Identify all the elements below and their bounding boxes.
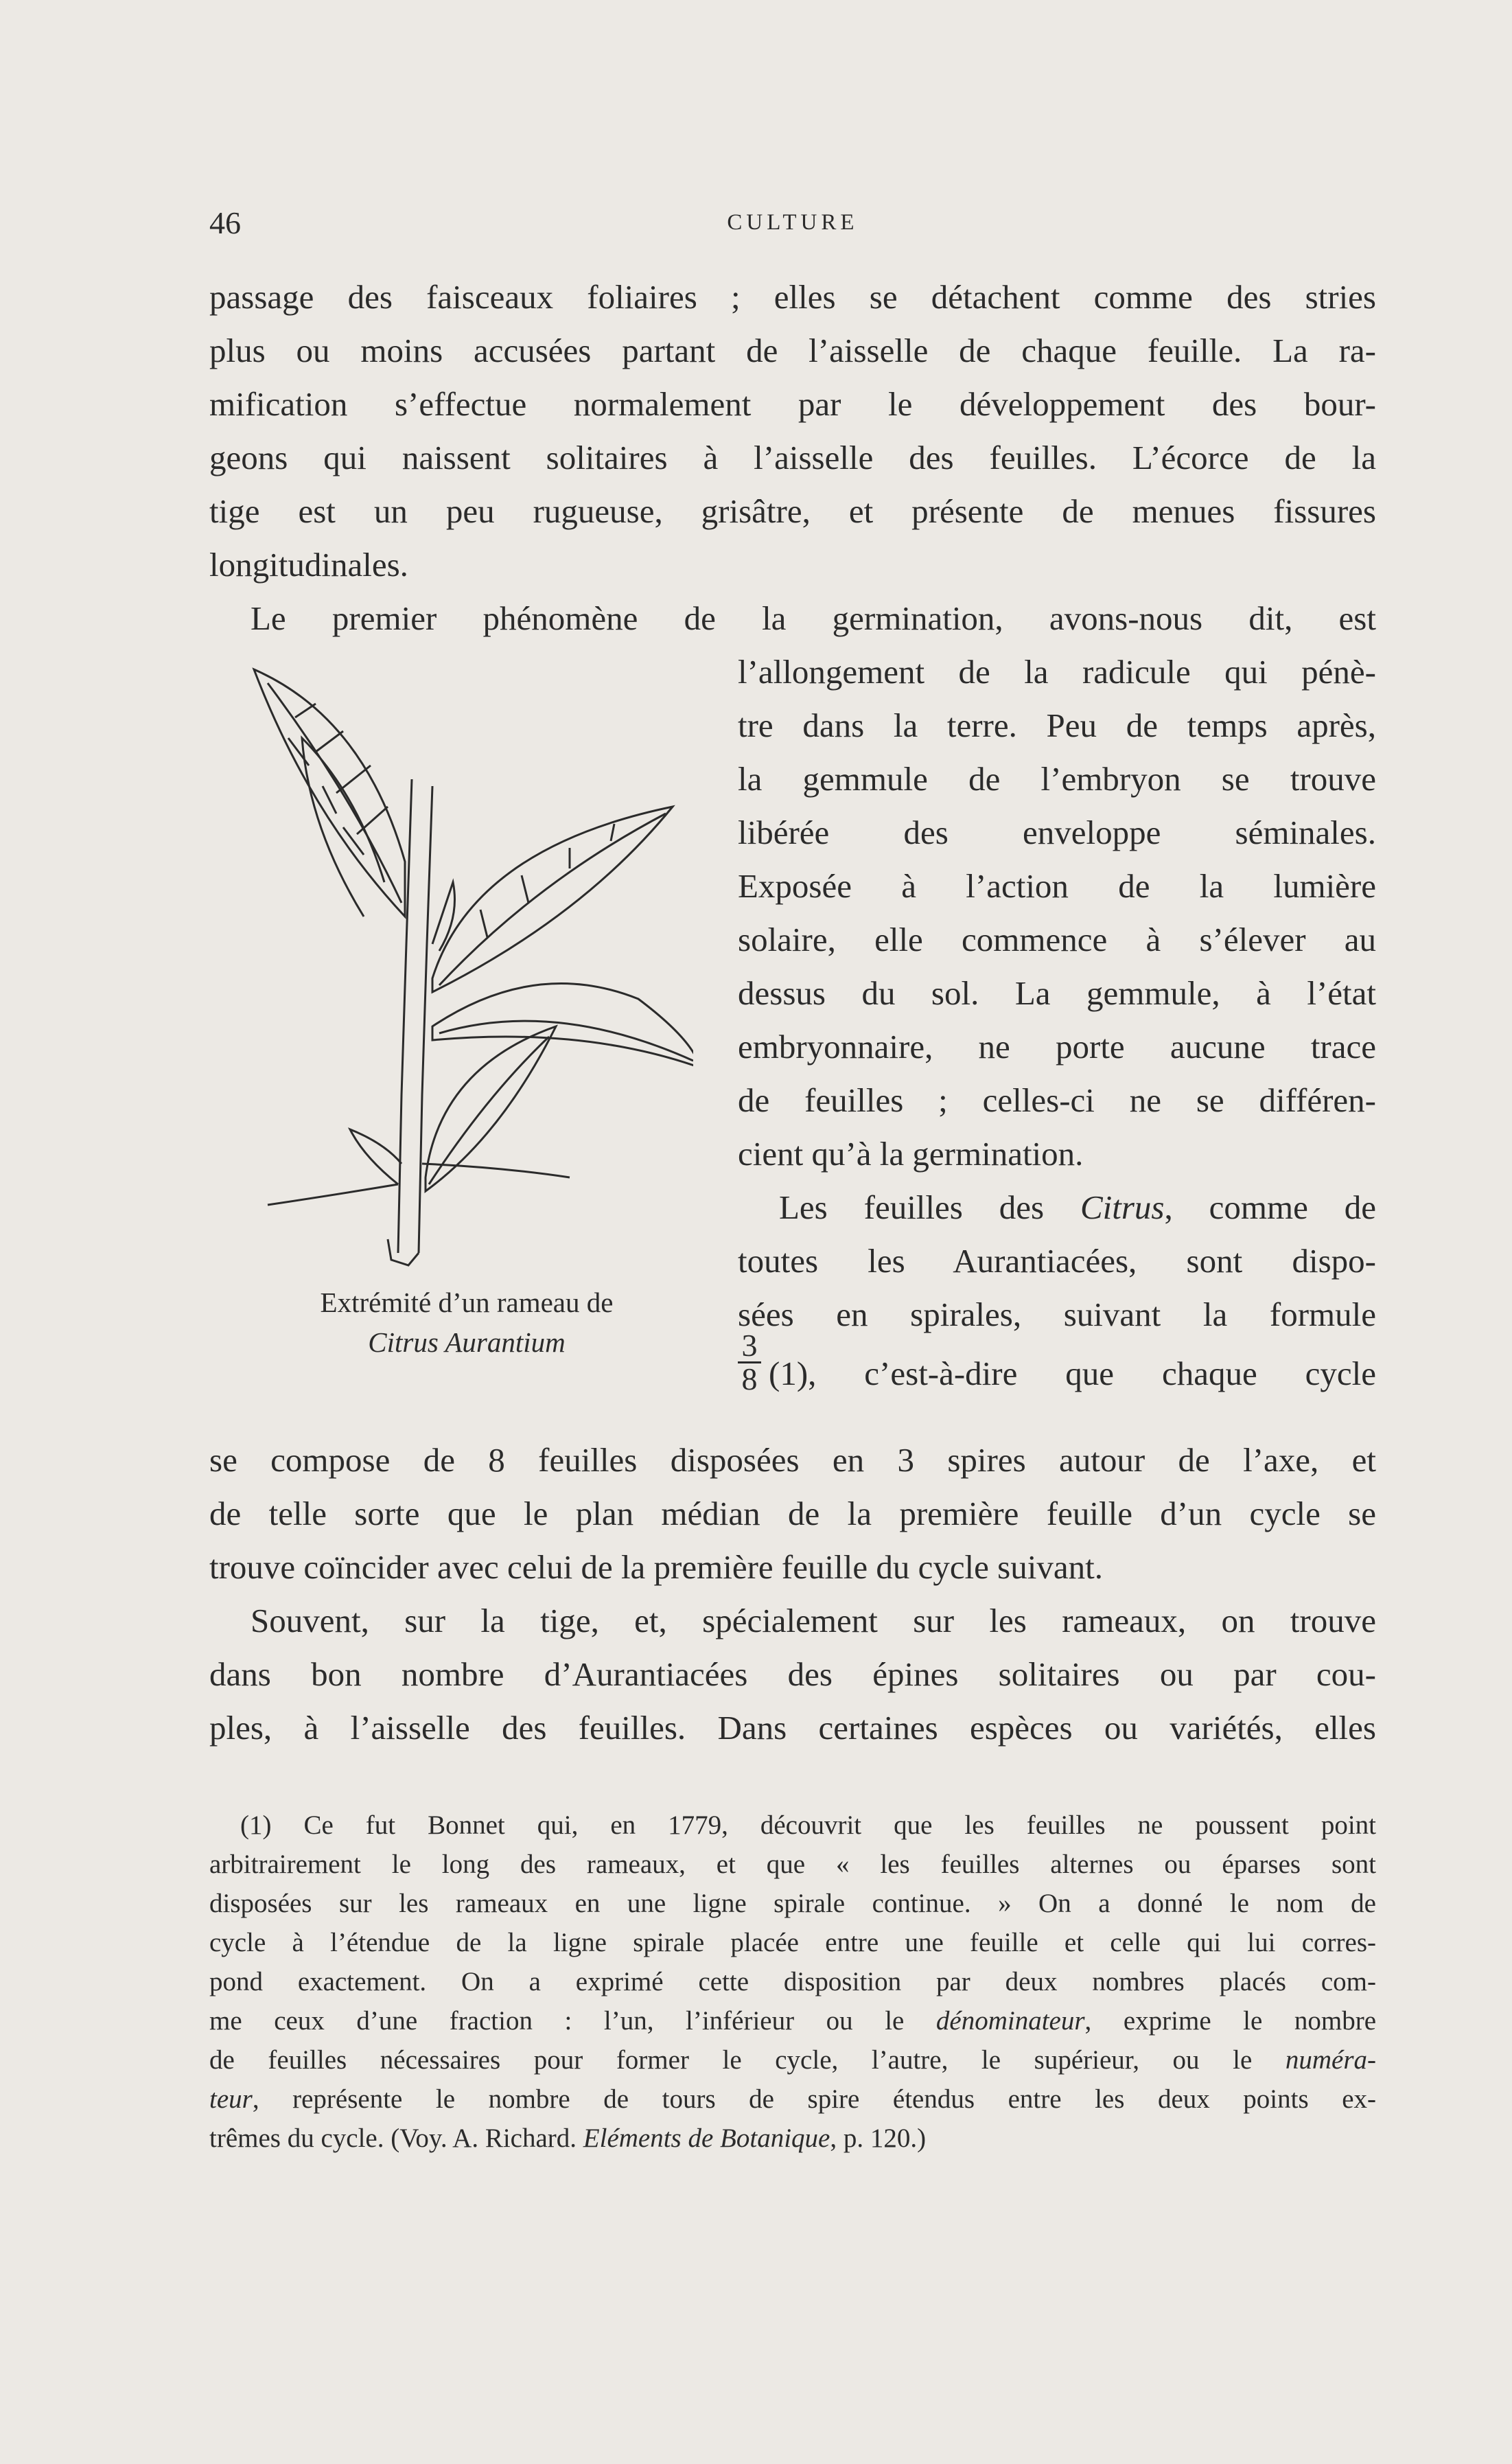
text-line: trouve coïncider avec celui de la première feuille du cycle suivant. xyxy=(209,1548,1103,1586)
caption-species: Citrus Aurantium xyxy=(368,1326,566,1358)
stem-base xyxy=(388,1239,419,1265)
text-line: solaire, elle commence à s’élever au xyxy=(738,921,1376,958)
footnote-line: de feuilles nécessaires pour former le cycle, l’autre, le supérieur, ou le numéra- xyxy=(209,2045,1376,2075)
page-header xyxy=(209,205,1376,246)
text-line: l’allongement de la radicule qui pénè- xyxy=(738,653,1376,691)
text-line: passage des faisceaux foliaires ; elles se détachent comme des stries xyxy=(209,278,1376,316)
text-line: dans bon nombre d’Aurantiacées des épines solitaires ou par cou- xyxy=(209,1655,1376,1693)
text-line: geons qui naissent solitaires à l’aisselle des feuilles. L’écorce de la xyxy=(209,439,1376,476)
running-head: CULTURE xyxy=(727,210,859,235)
footnote-line: arbitrairement le long des rameaux, et que « les feuilles alternes ou éparses sont xyxy=(209,1850,1376,1879)
text-line: libérée des enveloppe séminales. xyxy=(738,814,1376,851)
text-line: se compose de 8 feuilles disposées en 3 spires autour de l’axe, et xyxy=(209,1441,1376,1479)
text-line: de feuilles ; celles-ci ne se différen- xyxy=(738,1081,1376,1119)
footnote-line: me ceux d’une fraction : l’un, l’inférieur ou le dénominateur, exprime le nombre xyxy=(209,2006,1376,2036)
footnote-line: teur, représente le nombre de tours de spire étendus entre les deux points ex- xyxy=(209,2084,1376,2114)
fraction-denominator: 8 xyxy=(741,1361,758,1396)
page-number: 46 xyxy=(209,205,241,240)
fraction-numerator: 3 xyxy=(741,1328,758,1363)
footnote-line: pond exactement. On a exprimé cette disposition par deux nombres placés com- xyxy=(209,1967,1376,1996)
paragraph-top xyxy=(209,270,1376,645)
text-line: ples, à l’aisselle des feuilles. Dans certaines espèces ou variétés, elles xyxy=(209,1709,1376,1747)
text-line: sées en spirales, suivant la formule xyxy=(738,1296,1376,1333)
caption-line: Extrémité d’un rameau de xyxy=(320,1287,614,1318)
footnote-line: (1) Ce fut Bonnet qui, en 1779, découvrit que les feuilles ne poussent point xyxy=(240,1810,1376,1840)
column-text xyxy=(738,645,1376,1342)
text-line: embryonnaire, ne porte aucune trace xyxy=(738,1028,1376,1066)
text-line: longitudinales. xyxy=(209,546,408,584)
leaf-lower xyxy=(426,1026,556,1191)
footnote-line: cycle à l’étendue de la ligne spirale placée entre une feuille et celle qui lui corres- xyxy=(209,1928,1376,1957)
text-line: dessus du sol. La gemmule, à l’état xyxy=(738,974,1376,1012)
figure-caption xyxy=(254,1282,679,1362)
footnote xyxy=(209,1806,1376,2158)
leaf-vein xyxy=(439,814,666,985)
text-line: tre dans la terre. Peu de temps après, xyxy=(738,706,1376,744)
bud xyxy=(432,882,455,951)
genus-name: Citrus xyxy=(1080,1188,1165,1226)
text-line: Le premier phénomène de la germination, avons-nous dit, est xyxy=(251,599,1376,637)
text-line: Souvent, sur la tige, et, spécialement sur les rameaux, on trouve xyxy=(251,1602,1376,1639)
text-line: plus ou moins accusées partant de l’aisselle de chaque feuille. La ra- xyxy=(209,332,1376,369)
leaf-small xyxy=(350,1129,402,1184)
text-line: Exposée à l’action de la lumière xyxy=(738,867,1376,905)
text-line: mification s’effectue normalement par le développement des bour- xyxy=(209,385,1376,423)
text-line: Les feuilles des Citrus, comme de xyxy=(779,1188,1376,1226)
paragraph-after xyxy=(209,1434,1376,1755)
leaf-upper-right xyxy=(432,807,673,992)
text-line: de telle sorte que le plan médian de la première feuille d’un cycle se xyxy=(209,1495,1376,1532)
text-line: la gemmule de l’embryon se trouve xyxy=(738,760,1376,798)
text-line: cient qu’à la germination. xyxy=(738,1135,1084,1173)
citrus-branch-illustration xyxy=(226,656,693,1274)
fraction-line: (1), c’est-à-dire que chaque cycle xyxy=(769,1355,1376,1392)
leaf-upper-left xyxy=(254,669,405,917)
fraction-formula xyxy=(738,1328,761,1396)
stem-line xyxy=(398,779,412,1253)
footnote-line: trêmes du cycle. (Voy. A. Richard. Eléments de Botanique, p. 120.) xyxy=(209,2123,927,2153)
text-line: tige est un peu rugueuse, grisâtre, et présente de menues fissures xyxy=(209,492,1376,530)
text-line: toutes les Aurantiacées, sont dispo- xyxy=(738,1242,1376,1280)
footnote-line: disposées sur les rameaux en une ligne spirale continue. » On a donné le nom de xyxy=(209,1889,1376,1918)
petiole xyxy=(268,1184,398,1205)
